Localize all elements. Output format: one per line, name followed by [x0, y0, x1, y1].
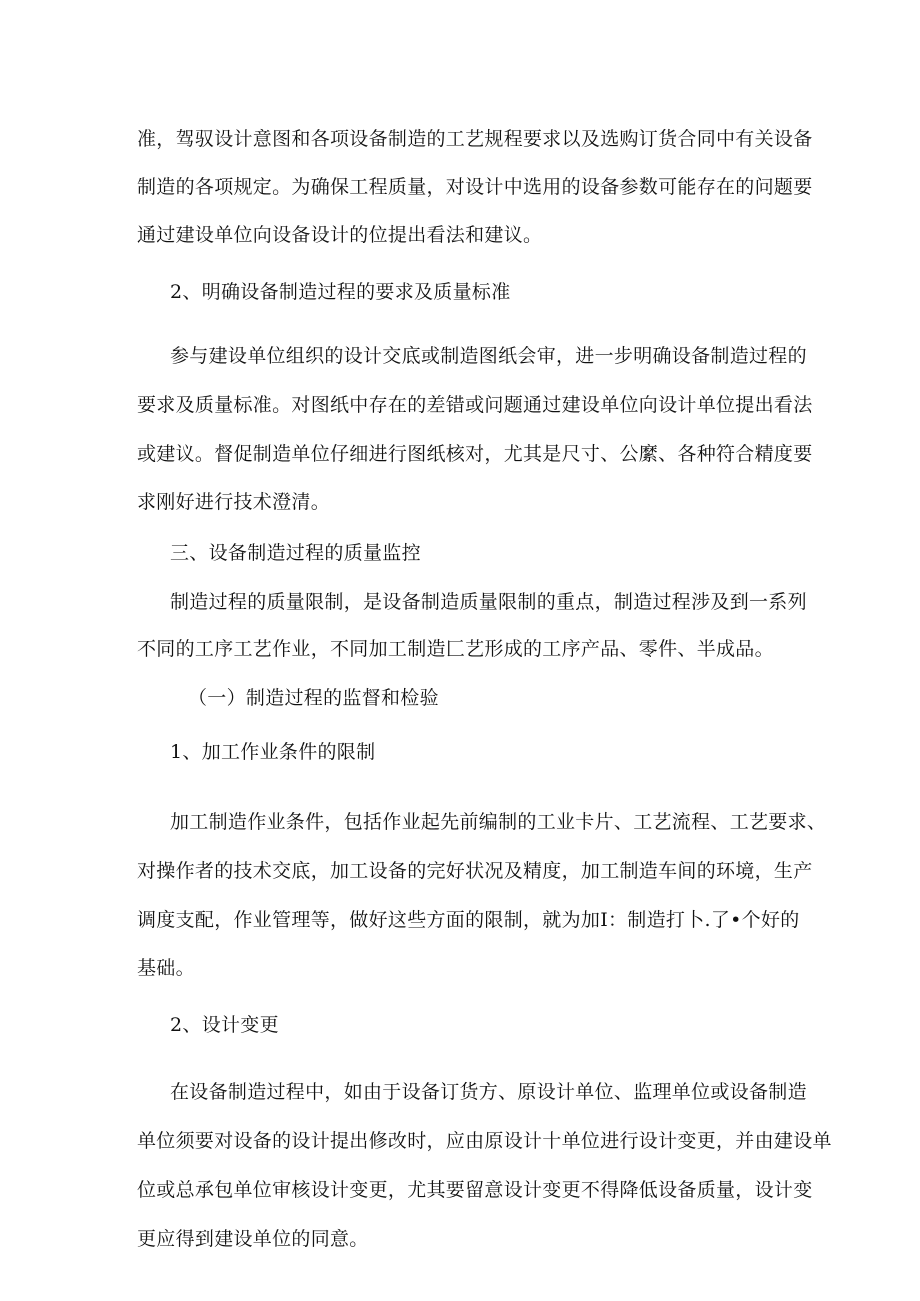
section-heading: 2、明确设备制造过程的要求及质量标准 [170, 281, 511, 303]
paragraph-line: 在设备制造过程中，如由于设备订货方、原设计单位、监理单位或设备制造 [170, 1081, 807, 1103]
section-heading: 1、加工作业条件的限制 [170, 741, 376, 763]
paragraph-line: 加工制造作业条件，包括作业起先前编制的工业卡片、工艺流程、工艺要求、 [170, 811, 827, 833]
paragraph-line: 基础。 [137, 957, 195, 979]
paragraph-line: 要求及质量标准。对图纸中存在的差错或问题通过建设单位向设计单位提出看法 [137, 394, 813, 416]
paragraph-line: 求刚好进行技术澄清。 [137, 491, 331, 513]
paragraph-line: 通过建设单位向设备设计的位提出看法和建议。 [137, 224, 543, 246]
paragraph-line: 准，驾驭设计意图和各项设备制造的工艺规程要求以及选购订货合同中有关设备 [137, 128, 813, 150]
section-heading: （一）制造过程的监督和检验 [188, 687, 439, 709]
paragraph-line: 对操作者的技术交底，加工设备的完好状况及精度，加工制造车间的环境，生产 [137, 860, 813, 882]
paragraph-line: 制造的各项规定。为确保工程质量，对设计中选用的设备参数可能存在的问题要 [137, 176, 813, 198]
paragraph-line: 或建议。督促制造单位仔细进行图纸核对，尤其是尺寸、公縻、各种符合精度要 [137, 443, 813, 465]
section-heading: 三、设备制造过程的质量监控 [170, 542, 421, 564]
paragraph-line: 制造过程的质量限制，是设备制造质量限制的重点，制造过程涉及到一系列 [170, 591, 807, 613]
paragraph-line: 调度支配，作业管理等，做好这些方面的限制，就为加I：制造打卜.了•个好的 [137, 909, 800, 931]
section-heading: 2、设计变更 [170, 1014, 279, 1036]
paragraph-line: 参与建设单位组织的设计交底或制造图纸会审，进一步明确设备制造过程的 [170, 345, 807, 367]
paragraph-line: 单位须要对设备的设计提出修改时，应由原设计十单位进行设计变更，并由建设单 [137, 1130, 832, 1152]
paragraph-line: 不同的工序工艺作业，不同加工制造匚艺形成的工序产品、零件、半成品。 [137, 638, 774, 660]
paragraph-line: 更应得到建设单位的同意。 [137, 1228, 369, 1250]
paragraph-line: 位或总承包单位审核设计变更，尤其要留意设计变更不得降低设备质量，设计变 [137, 1179, 813, 1201]
